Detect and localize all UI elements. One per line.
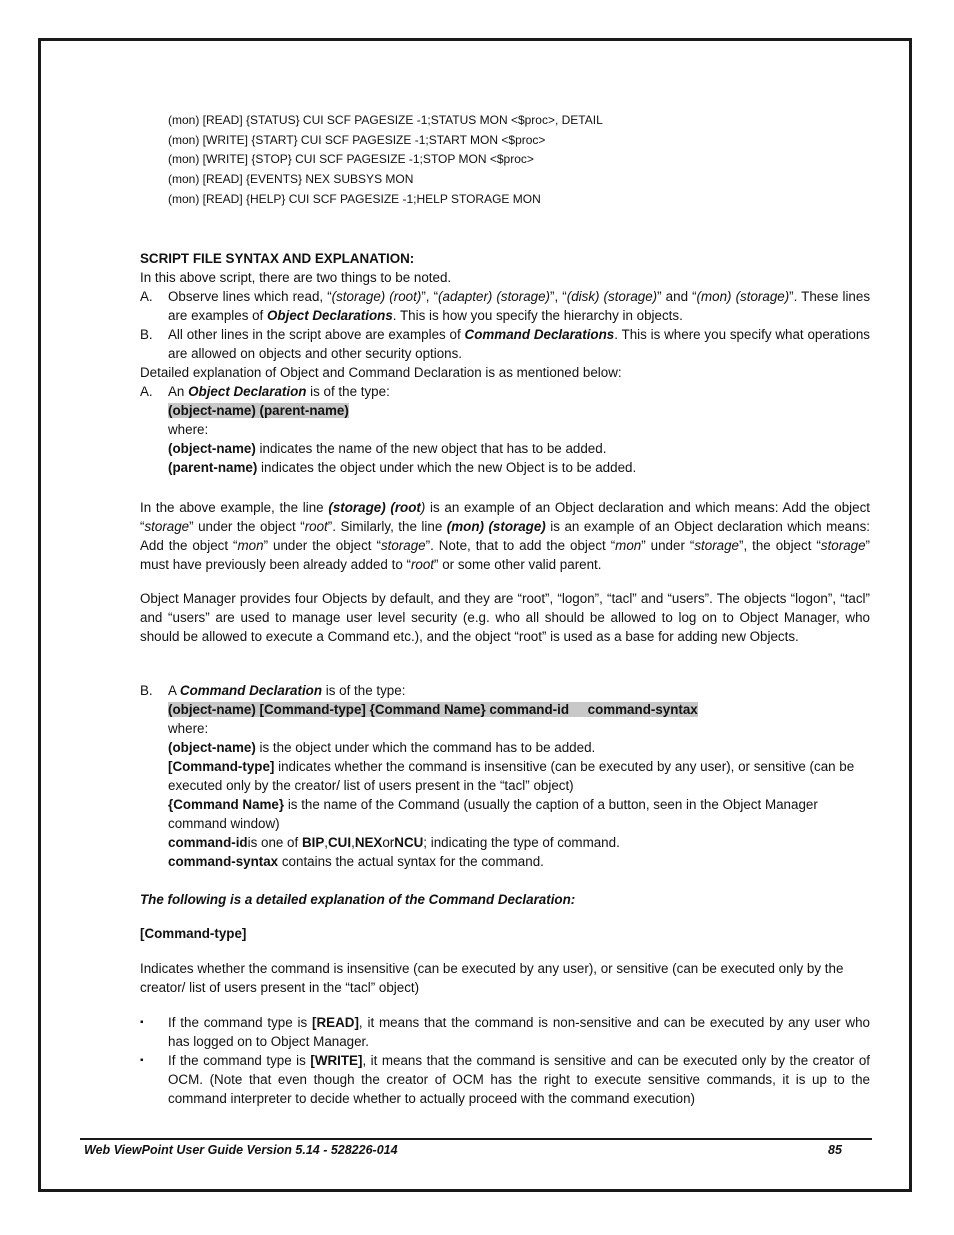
list-item-b: B. All other lines in the script above are examples of Command Declarations. This is where you specify what operations are allowed on objects and other security options. [140, 327, 870, 361]
code-line: (mon) [READ] {EVENTS} NEX SUBSYS MON [168, 172, 414, 187]
default-objects-paragraph: Object Manager provides four Objects by default, and they are “root”, “logon”, “tacl” and “users”. The objects “logon”, “tacl” and “users” are used to manage user level security (e.g. who all should be allowed to log on to Object Manager, who should be allowed to execute a Command etc.), and the object “root” is used as a base for adding new Objects. [140, 591, 870, 644]
bullet-read: ▪ If the command type is [READ], it means that the command is non-sensitive and can be executed by any user who has logged on to Object Manager. [140, 1015, 870, 1049]
command-name-def: {Command Name} is the name of the Command (usually the caption of a button, seen in the Object Manager command window) [168, 797, 818, 831]
object-syntax-highlight: (object-name) (parent-name) [168, 403, 349, 418]
command-type-def: [Command-type] indicates whether the command is insensitive (can be executed by any user), or sensitive (can be executed only by the creator/ list of users present in the “tacl” object) [168, 759, 855, 793]
example-paragraph: In the above example, the line (storage) (root) is an example of an Object declaration and which means: Add the object “storage” under the object “root”. Similarly, the line (mon) (storage) is an example of an Object declaration which means: Add the object “mon” under the object “storage”. Note, that to add the object “mon” under “storage”, the object “storage” must have previously been already added to “root” or some other valid parent. [140, 500, 871, 572]
command-id-def: command-idis one of BIP,CUI,NEXorNCU; indicating the type of command. [168, 835, 620, 850]
section-intro: In this above script, there are two things to be noted. [140, 270, 452, 285]
code-line: (mon) [READ] {HELP} CUI SCF PAGESIZE -1;HELP STORAGE MON [168, 191, 541, 206]
command-type-bullets [140, 1013, 870, 1108]
page-number: 85 [828, 1143, 842, 1157]
where-label: where: [168, 422, 209, 437]
command-syntax-def: command-syntax contains the actual syntax for the command. [168, 854, 544, 869]
command-type-paragraph: Indicates whether the command is insensitive (can be executed by any user), or sensitive (can be executed only by the creator/ list of users present in the “tacl” object) [140, 961, 844, 995]
list-marker: B. [140, 683, 153, 698]
command-type-heading: [Command-type] [140, 926, 247, 941]
object-name-def: (object-name) indicates the name of the new object that has to be added. [168, 441, 607, 456]
detail-heading: The following is a detailed explanation of the Command Declaration: [140, 892, 576, 907]
parent-name-def: (parent-name) indicates the object under which the new Object is to be added. [168, 460, 637, 475]
command-syntax-highlight: (object-name) [Command-type] {Command Name} command-id command-syntax [168, 702, 698, 717]
bullet-write: ▪ If the command type is [WRITE], it means that the command is sensitive and can be executed only by the creator of OCM. (Note that even though the creator of OCM has the right to execute sensitive commands, it is up to the command interpreter to decide whether to actually proceed with the command execution) [140, 1053, 871, 1106]
code-line: (mon) [WRITE] {STOP} CUI SCF PAGESIZE -1;STOP MON <$proc> [168, 152, 534, 167]
code-line: (mon) [WRITE] {START} CUI SCF PAGESIZE -1;START MON <$proc> [168, 132, 546, 147]
bullet-icon: ▪ [140, 1055, 144, 1066]
where-label: where: [168, 721, 209, 736]
section-heading: SCRIPT FILE SYNTAX AND EXPLANATION: [140, 251, 415, 266]
footer-rule [80, 1138, 872, 1140]
object-name-def: (object-name) is the object under which the command has to be added. [168, 740, 596, 755]
list-item-a: A. Observe lines which read, “(storage) (root)”, “(adapter) (storage)”, “(disk) (storage)” and “(mon) (storage)”. These lines are examples of Object Declarations. This is how you specify the hierarchy in objects. [140, 289, 871, 323]
bullet-icon: ▪ [140, 1017, 144, 1028]
code-line: (mon) [READ] {STATUS} CUI SCF PAGESIZE -1;STATUS MON <$proc>, DETAIL [168, 113, 603, 127]
list-marker: B. [140, 327, 153, 342]
object-declaration-item: A. An Object Declaration is of the type: [140, 384, 390, 399]
command-declaration-block [140, 681, 870, 871]
script-code-block [168, 111, 603, 210]
detailed-intro: Detailed explanation of Object and Command Declaration is as mentioned below: [140, 365, 622, 380]
list-marker: A. [140, 289, 153, 304]
command-declaration-item: B. A Command Declaration is of the type: [140, 683, 406, 698]
footer-title: Web ViewPoint User Guide Version 5.14 - 528226-014 [84, 1143, 398, 1157]
list-marker: A. [140, 384, 153, 399]
section-block [140, 249, 870, 477]
